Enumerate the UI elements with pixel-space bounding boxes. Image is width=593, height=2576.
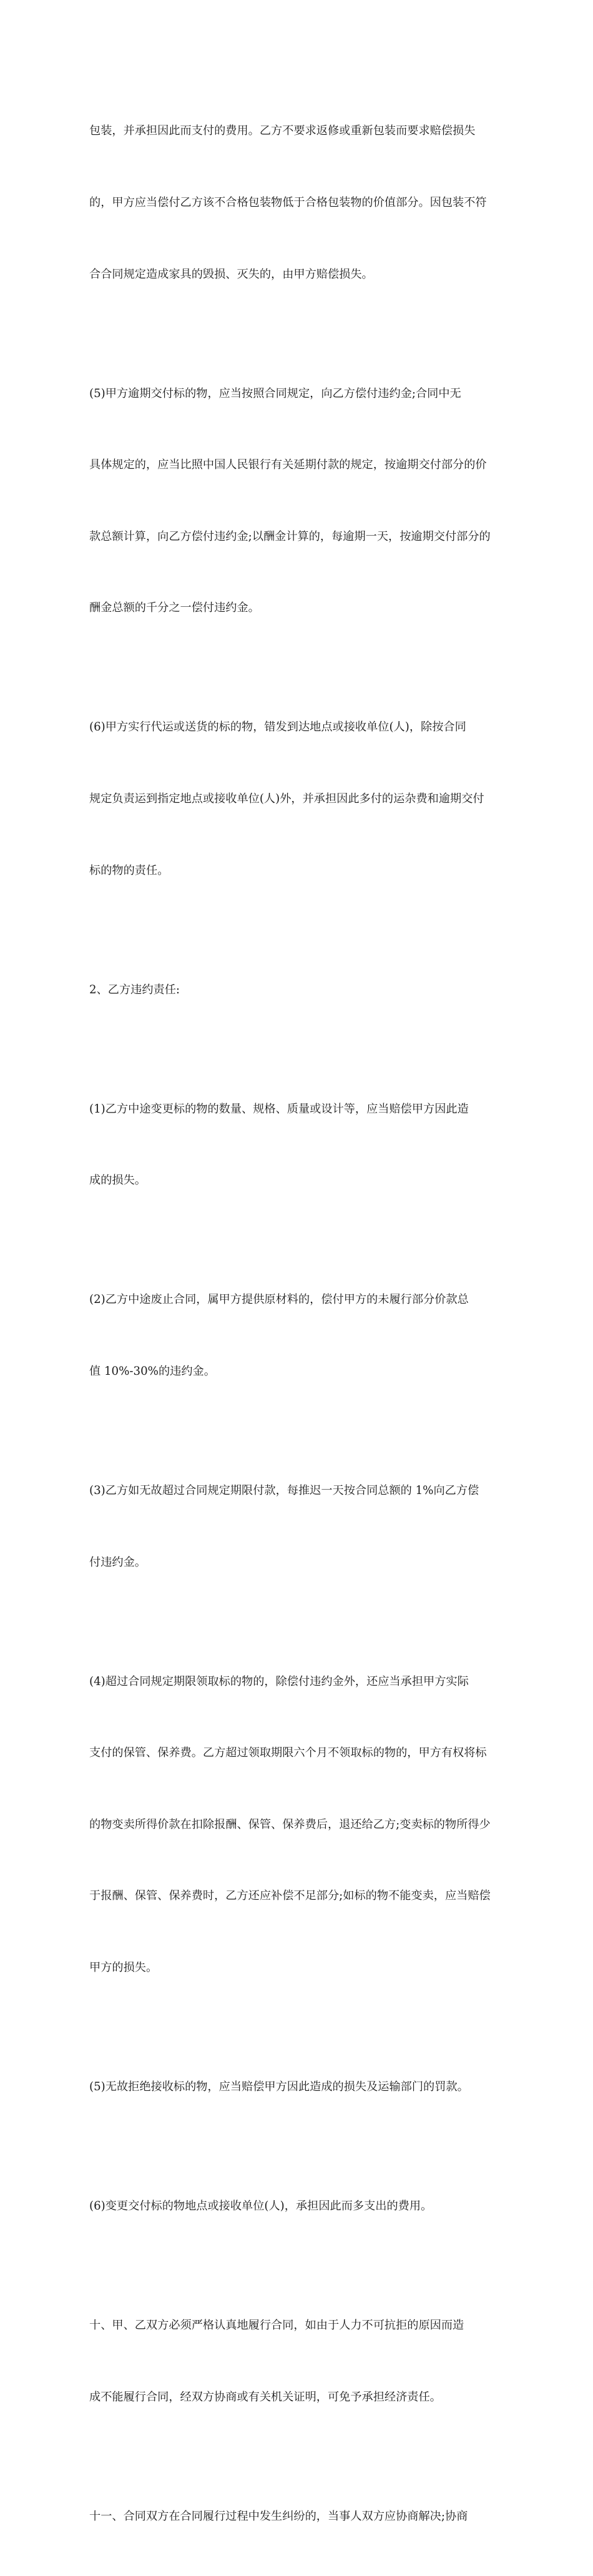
- paragraph: [89, 1241, 506, 1432]
- text-line: (1)乙方中途变更标的物的数量、规格、质量或设计等，应当赔偿甲方因此造: [89, 1102, 469, 1116]
- paragraph: [89, 1432, 506, 1623]
- text-line: 值 10%-30%的违约金。: [89, 1364, 215, 1378]
- text-line: 规定负责运到指定地点或接收单位(人)外，并承担因此多付的运杂费和逾期交付: [89, 792, 484, 806]
- text-line: 2、乙方违约责任:: [89, 983, 180, 996]
- text-line: (5)甲方逾期交付标的物，应当按照合同规定，向乙方偿付违约金;合同中无: [89, 386, 461, 400]
- paragraph: [89, 1622, 506, 2027]
- text-line: 成不能履行合同，经双方协商或有关机关证明，可免予承担经济责任。: [89, 2390, 441, 2404]
- text-line: (6)甲方实行代运或送货的标的物，错发到达地点或接收单位(人)，除按合同: [89, 720, 466, 734]
- text-line: (4)超过合同规定期限领取标的物的，除偿付违约金外，还应当承担甲方实际: [89, 1674, 469, 1688]
- text-line: 款总额计算，向乙方偿付违约金;以酬金计算的，每逾期一天，按逾期交付部分的: [89, 529, 491, 543]
- text-line: 的物变卖所得价款在扣除报酬、保管、保养费后，退还给乙方;变卖标的物所得少: [89, 1817, 491, 1831]
- paragraph: [89, 1050, 506, 1241]
- text-line: 酬金总额的千分之一偿付违约金。: [89, 601, 260, 615]
- text-line: (2)乙方中途废止合同，属甲方提供原材料的，偿付甲方的未履行部分价款总: [89, 1293, 469, 1307]
- paragraph: [89, 72, 506, 334]
- paragraph: [89, 2147, 506, 2266]
- paragraph: [89, 334, 506, 668]
- text-line: 的，甲方应当偿付乙方该不合格包装物低于合格包装物的价值部分。因包装不符: [89, 196, 487, 210]
- text-line: 于报酬、保管、保养费时，乙方还应补偿不足部分;如标的物不能变卖，应当赔偿: [89, 1889, 491, 1903]
- text-line: 合合同规定造成家具的毁损、灭失的，由甲方赔偿损失。: [89, 267, 373, 281]
- paragraph: [89, 2028, 506, 2147]
- paragraph: [89, 2457, 506, 2576]
- section-heading: [89, 930, 506, 1050]
- text-line: 标的物的责任。: [89, 863, 169, 877]
- text-line: 付违约金。: [89, 1555, 146, 1569]
- text-line: (5)无故拒绝接收标的物，应当赔偿甲方因此造成的损失及运输部门的罚款。: [89, 2080, 469, 2094]
- text-line: 具体规定的，应当比照中国人民银行有关延期付款的规定，按逾期交付部分的价: [89, 458, 487, 472]
- text-line: 成的损失。: [89, 1174, 146, 1187]
- text-line: 十、甲、乙双方必须严格认真地履行合同，如由于人力不可抗拒的原因而造: [89, 2319, 464, 2333]
- text-line: 十一、合同双方在合同履行过程中发生纠纷的，当事人双方应协商解决;协商: [89, 2509, 468, 2523]
- text-line: (3)乙方如无故超过合同规定期限付款，每推迟一天按合同总额的 1%向乙方偿: [89, 1483, 479, 1497]
- text-line: 支付的保管、保养费。乙方超过领取期限六个月不领取标的物的，甲方有权将标: [89, 1746, 487, 1760]
- paragraph: [89, 668, 506, 930]
- text-line: 包装，并承担因此而支付的费用。乙方不要求返修或重新包装而要求赔偿损失: [89, 124, 476, 138]
- text-line: (6)变更交付标的物地点或接收单位(人)，承担因此而多支出的费用。: [89, 2200, 433, 2213]
- paragraph: [89, 2266, 506, 2457]
- text-line: 甲方的损失。: [89, 1961, 158, 1975]
